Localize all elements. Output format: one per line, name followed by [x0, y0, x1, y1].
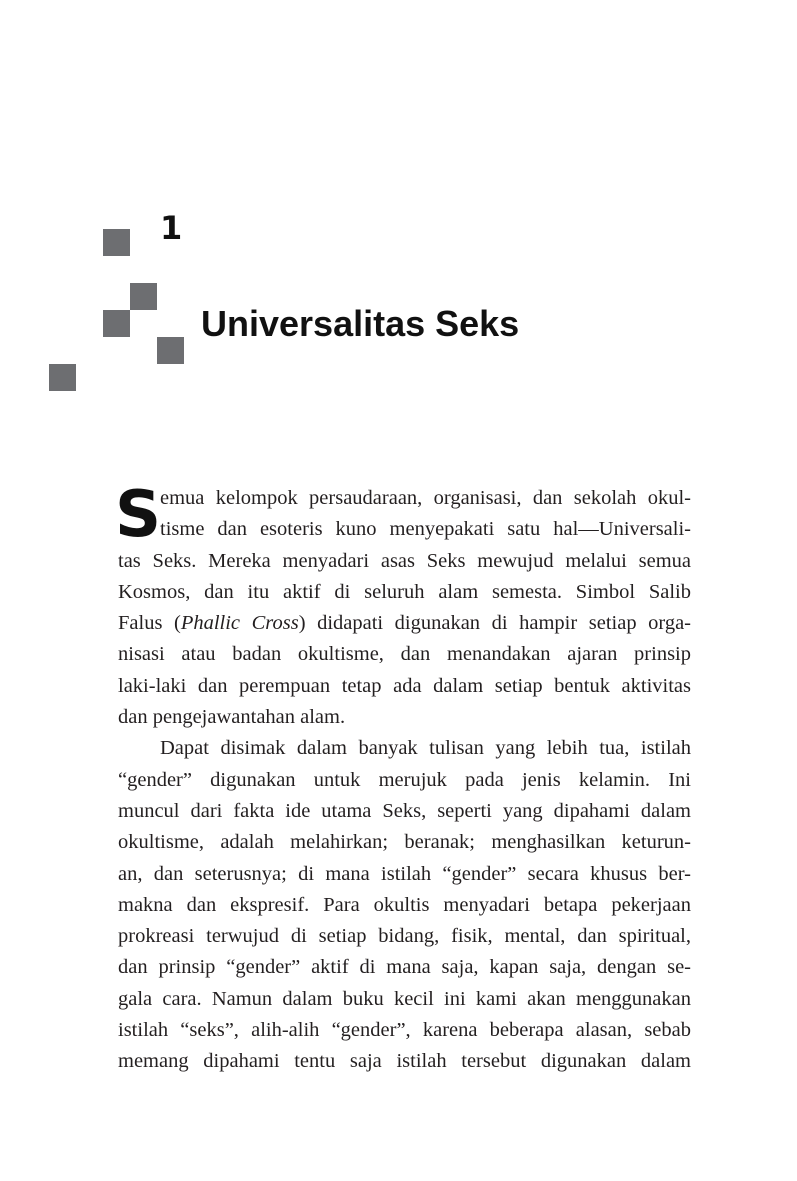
ornament-square: [157, 337, 184, 364]
ornament-square: [103, 310, 130, 337]
text-line: makna dan ekspresif. Para okultis menyadari betapa pekerjaan: [118, 893, 691, 916]
chapter-title: Universalitas Seks: [201, 303, 520, 344]
paragraph-1: [115, 478, 692, 733]
ornament-square: [103, 229, 130, 256]
chapter-number: 1: [160, 209, 183, 247]
text-line: Kosmos, dan itu aktif di seluruh alam semesta. Simbol Salib: [118, 580, 691, 603]
text-line: prokreasi terwujud di setiap bidang, fisik, mental, dan spiritual,: [118, 925, 691, 948]
text-line: “gender” digunakan untuk merujuk pada jenis kelamin. Ini: [118, 768, 691, 791]
italic-term: Phallic Cross: [180, 612, 299, 635]
text-line: tas Seks. Mereka menyadari asas Seks mewujud melalui semua: [118, 549, 691, 572]
text-line: dan prinsip “gender” aktif di mana saja, kapan saja, dengan se-: [118, 956, 691, 979]
text-line: Dapat disimak dalam banyak tulisan yang lebih tua, istilah: [160, 737, 691, 760]
text-line: okultisme, adalah melahirkan; beranak; menghasilkan keturun-: [118, 831, 691, 854]
text-line: laki-laki dan perempuan tetap ada dalam setiap bentuk aktivitas: [118, 674, 691, 697]
text-line: muncul dari fakta ide utama Seks, seperti yang dipahami dalam: [118, 799, 691, 822]
drop-cap: S: [115, 478, 162, 552]
text-segment: Falus (: [118, 612, 181, 635]
text-line: emua kelompok persaudaraan, organisasi, dan sekolah okul-: [160, 487, 691, 509]
text-line: [118, 608, 691, 639]
body-text: [115, 478, 692, 1078]
text-line: memang dipahami tentu saja istilah tersebut digunakan dalam: [118, 1050, 691, 1073]
paragraph-2: [118, 733, 691, 1077]
ornament-square: [49, 364, 76, 391]
text-line: nisasi atau badan okultisme, dan menandakan ajaran prinsip: [118, 643, 691, 666]
text-line: an, dan seterusnya; di mana istilah “gender” secara khusus ber-: [118, 862, 691, 885]
text-line: tisme dan esoteris kuno menyepakati satu hal—Universali-: [160, 518, 691, 541]
text-line: istilah “seks”, alih-alih “gender”, karena beberapa alasan, sebab: [118, 1019, 691, 1042]
text-line: gala cara. Namun dalam buku kecil ini kami akan menggunakan: [118, 987, 691, 1010]
ornament-square: [130, 283, 157, 310]
text-line: dan pengejawantahan alam.: [118, 706, 346, 729]
text-segment: ) didapati digunakan di hampir setiap orga-: [298, 612, 692, 635]
